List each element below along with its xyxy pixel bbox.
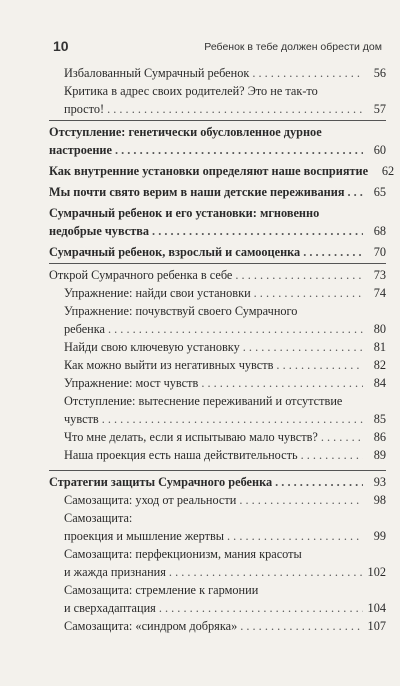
toc-entry-page: 107 [367,619,386,633]
toc-entry-page: 60 [373,143,386,157]
leader-dots [276,356,363,374]
leader-dots [321,428,363,446]
toc-section-entry [49,243,386,261]
toc-entry-page: 82 [373,358,386,372]
toc-section-entry [49,162,395,180]
toc-entry [49,64,386,82]
leader-dots [243,338,363,356]
toc-entry [49,374,386,392]
toc-entry [49,338,386,356]
leader-dots [107,100,363,118]
toc-entry-title-cont: чувств [64,412,99,426]
toc-entry [49,581,386,617]
leader-dots [347,183,363,201]
leader-dots [115,141,363,159]
leader-dots [152,222,363,240]
toc-section-entry [49,183,386,201]
toc-entry-page: 65 [373,185,386,199]
toc-entry-title: Критика в адрес своих родителей? Это не так-то [64,84,318,98]
toc-entry-title-cont: ребенка [64,322,105,336]
table-of-contents [49,64,395,635]
leader-dots [235,266,363,284]
toc-entry [49,284,386,302]
leader-dots [239,491,363,509]
toc-entry-page: 70 [373,245,386,259]
toc-entry-page: 93 [373,475,386,489]
toc-entry-page: 80 [373,322,386,336]
leader-dots [201,374,363,392]
toc-entry-page: 84 [373,376,386,390]
toc-entry-title: Наша проекция есть наша действительность [64,448,298,462]
toc-entry-title: Как внутренние установки определяют наше восприятие [49,164,369,178]
toc-entry-page: 85 [373,412,386,426]
toc-entry-page: 89 [373,448,386,462]
toc-entry-title: Открой Сумрачного ребенка в себе [49,268,233,282]
toc-entry-title-cont: проекция и мышление жертвы [64,529,225,543]
leader-dots [159,599,363,617]
page-number: 10 [53,38,69,54]
toc-entry-title: Самозащита: стремление к гармонии [64,583,259,597]
toc-entry-title: Самозащита: перфекционизм, мания красоты [64,547,302,561]
toc-entry [49,617,386,635]
toc-entry [49,509,386,545]
toc-entry [49,302,386,338]
toc-entry-title: Самозащита: [64,511,133,525]
toc-entry-title: Упражнение: найди свои установки [64,286,251,300]
toc-entry-title: Стратегии защиты Сумрачного ребенка [49,475,273,489]
leader-dots [227,527,363,545]
leader-dots [254,284,363,302]
toc-entry [49,82,386,118]
toc-section-entry [49,470,386,491]
toc-entry [49,446,386,464]
toc-section-entry [49,263,386,284]
toc-entry-page: 104 [367,601,386,615]
toc-entry-title: Мы почти свято верим в наши детские переживания [49,185,345,199]
toc-entry-title-cont: и жажда признания [64,565,166,579]
toc-entry-page: 56 [373,66,386,80]
toc-entry-title-cont: недобрые чувства [49,224,150,238]
leader-dots [240,617,363,635]
toc-entry-page: 57 [373,102,386,116]
toc-entry-page: 86 [373,430,386,444]
toc-entry-title: Как можно выйти из негативных чувств [64,358,274,372]
leader-dots [108,320,363,338]
toc-entry-title: Избалованный Сумрачный ребенок [64,66,250,80]
toc-entry [49,392,386,428]
toc-entry-title-cont: и сверхадаптация [64,601,156,615]
page-header [0,38,400,58]
toc-entry [49,491,386,509]
toc-entry [49,428,386,446]
leader-dots [252,64,363,82]
toc-entry-page: 68 [373,224,386,238]
toc-entry-page: 74 [373,286,386,300]
leader-dots [169,563,363,581]
toc-entry-page: 102 [367,565,386,579]
toc-entry-title: Самозащита: уход от реальности [64,493,237,507]
toc-entry-title: Что мне делать, если я испытываю мало чувств? [64,430,318,444]
toc-entry-page: 98 [373,493,386,507]
running-head: Ребенок в тебе должен обрести дом [204,41,382,53]
leader-dots [275,473,363,491]
leader-dots [102,410,363,428]
toc-entry [49,545,386,581]
toc-entry-page: 99 [373,529,386,543]
toc-entry-title: Упражнение: мост чувств [64,376,199,390]
toc-section-entry [49,120,386,159]
toc-entry-title: Самозащита: «синдром добряка» [64,619,238,633]
toc-entry-title: Отступление: вытеснение переживаний и отсутствие [64,394,343,408]
toc-entry-page: 62 [381,164,395,178]
leader-dots [301,446,363,464]
leader-dots [303,243,363,261]
toc-entry [49,356,386,374]
toc-entry-title: Сумрачный ребенок и его установки: мгновенно [49,206,320,220]
toc-section-entry [49,204,386,240]
toc-entry-page: 81 [373,340,386,354]
toc-entry-title: Сумрачный ребенок, взрослый и самооценка [49,245,301,259]
toc-entry-title-cont: просто! [64,102,105,116]
toc-entry-page: 73 [373,268,386,282]
toc-entry-title: Упражнение: почувствуй своего Сумрачного [64,304,298,318]
toc-entry-title-cont: настроение [49,143,112,157]
toc-entry-title: Отступление: генетически обусловленное дурное [49,125,322,139]
toc-entry-title: Найди свою ключевую установку [64,340,240,354]
